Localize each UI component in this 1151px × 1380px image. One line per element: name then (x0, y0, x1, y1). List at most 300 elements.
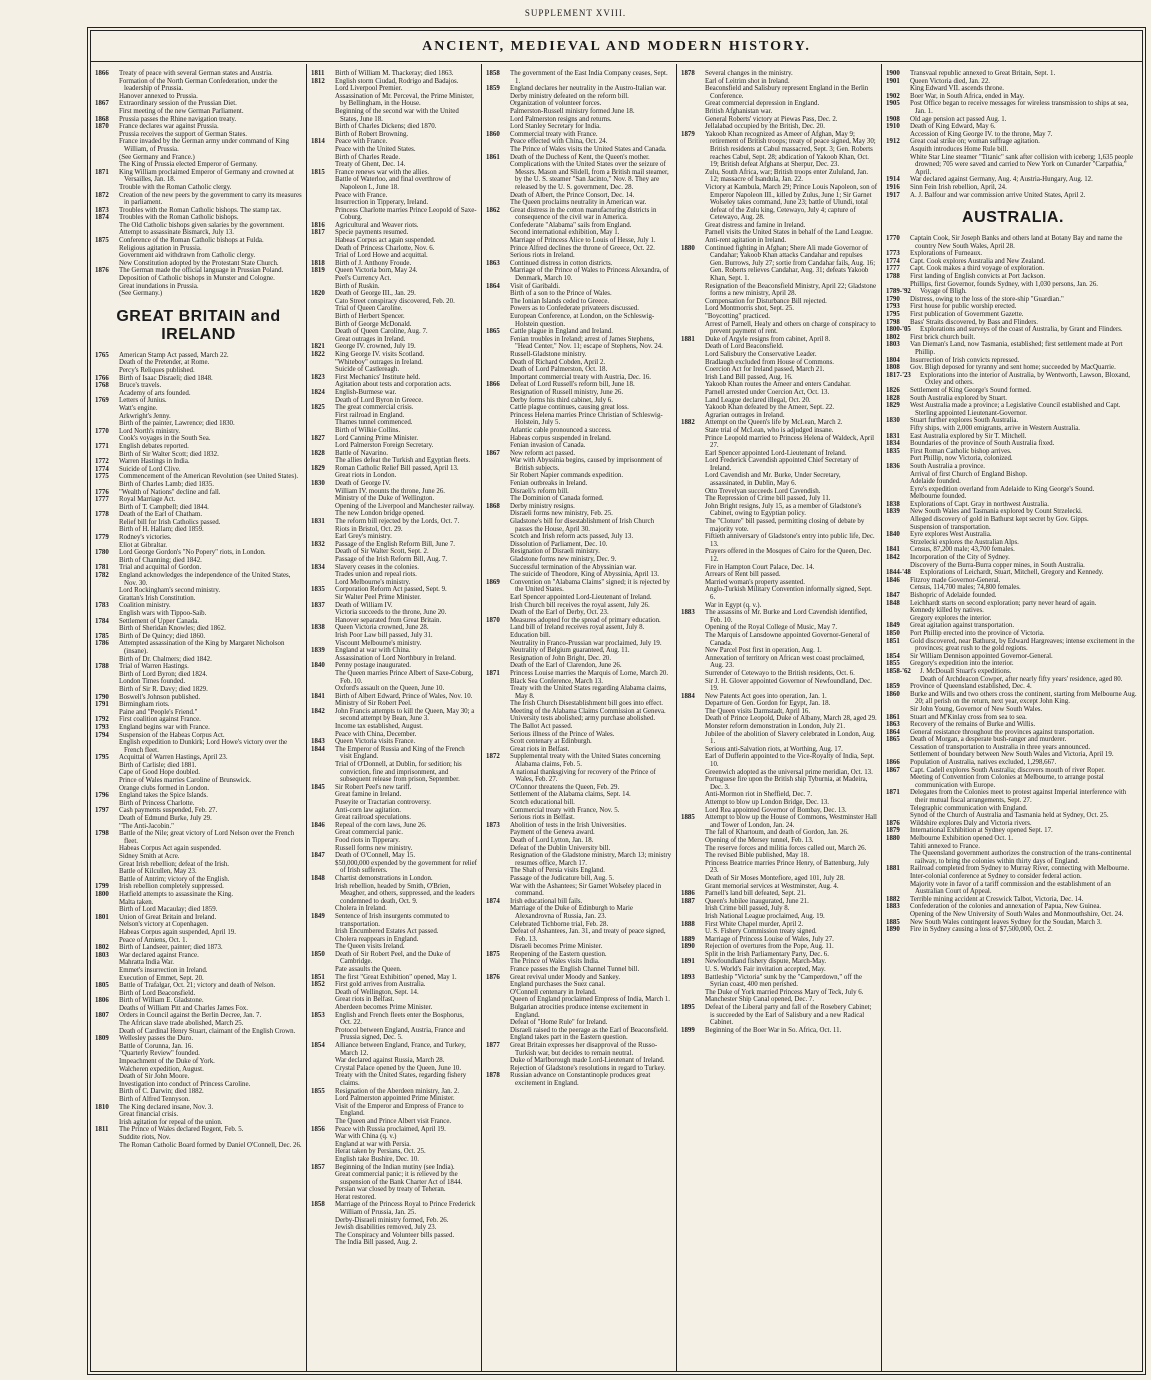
year-group (486, 381, 672, 449)
year-label: 1891 (681, 958, 695, 966)
entry-list (910, 683, 1140, 691)
history-entry: New South Wales and Tasmania explored by Count Strzelecki. (910, 508, 1083, 516)
entry-list (335, 78, 477, 139)
history-entry: Death of William IV. (335, 601, 393, 609)
year-label: 1864 (486, 282, 500, 290)
entry-list (119, 1012, 302, 1035)
entry-list (910, 387, 1140, 395)
year-label: 1873 (95, 206, 109, 214)
year-label: 1852 (311, 981, 325, 989)
entry-list (920, 569, 1140, 577)
year-group (311, 746, 477, 784)
year-label: 1841 (311, 692, 325, 700)
history-entry: Chartist demonstrations in London. (335, 874, 433, 882)
history-entry: Earl Spencer appointed Lord-Lieutenant of Ireland. (705, 449, 847, 457)
year-label: 1790 (886, 295, 900, 303)
year-label: 1827 (311, 434, 325, 442)
year-group (886, 835, 1140, 865)
history-entry: Corporation Reform Act passed, Sept. 9. (335, 586, 447, 594)
year-group (886, 372, 1140, 387)
entry-list (335, 693, 477, 708)
history-entry: Explorations of Capt. Gray in northwest Australia. (910, 500, 1049, 508)
history-entry: General resistance throughout the provinces against transportation. (910, 728, 1095, 736)
history-entry: Organization of volunteer forces. (510, 100, 602, 108)
year-group (886, 546, 1140, 554)
history-entry: Great inundations in Prussia. (119, 282, 199, 290)
history-entry: The Duke of York married Princess Mary of Teck, July 6. (705, 988, 864, 996)
history-entry: White Star Line steamer "Titanic" sank after collision with iceberg; 1,635 people drowned; 705 were saved and carried to New York on Cunarder "Carpathia," April. (910, 153, 1134, 176)
history-entry: Continued fighting in Afghan; Shere Ali made Governor of Candahar; Yakoob Khan attacks Candahar and repulses Gen. Burrows, July 27; sortie from Candahar fails, Aug. 16; Gen. Roberts relieves Candahar, Aug. 31; defeats Yakoob Khan, Sept. 1. (705, 244, 876, 283)
history-entry: Measures adopted for the spread of primary education. (510, 616, 661, 624)
year-label: 1853 (311, 1011, 325, 1019)
year-label: 1835 (311, 586, 325, 594)
entry-list (119, 883, 302, 891)
entry-list (910, 273, 1140, 288)
year-group (486, 898, 672, 951)
entry-list (335, 1201, 477, 1247)
history-entry: Death of the Pretender, at Rome. (119, 359, 210, 367)
entry-list (920, 288, 1140, 296)
entry-list (335, 222, 477, 230)
history-entry: Manchester Ship Canal opened, Dec. 7. (705, 996, 815, 1004)
history-entry: Coercion Act for Ireland passed, March 21. (705, 366, 825, 374)
entry-list (510, 898, 672, 951)
history-entry: Herat restored. (335, 1193, 376, 1201)
history-entry: $50,000,000 expended by the government for relief of Irish sufferers. (335, 859, 477, 875)
year-label: 1781 (95, 564, 109, 572)
history-entry: New Constitution adopted by the Protestant State Church. (119, 259, 279, 267)
entry-list (705, 921, 877, 936)
entry-list (705, 814, 877, 890)
history-entry: The Marquis of Lansdowne appointed Governor-General of Canada. (705, 631, 870, 647)
history-entry: Sinn Fein Irish rebellion, April, 24. (910, 183, 1007, 191)
history-entry: Derby-Disraeli ministry formed, Feb. 26. (335, 1216, 449, 1224)
history-entry: Emmet's insurrection in Ireland. (119, 966, 208, 974)
year-group (95, 267, 302, 297)
entry-list (335, 260, 477, 268)
entry-list (335, 480, 477, 518)
history-entry: Birth of J. Anthony Froude. (335, 259, 412, 267)
year-group (681, 814, 877, 890)
history-entry: Prince Alfred declines the throne of Greece, Oct. 22. (510, 244, 655, 252)
year-label: 1808 (886, 364, 900, 372)
history-entry: New reform act passed. (510, 449, 576, 457)
history-entry: The great commercial crisis. (335, 404, 414, 412)
entry-list (910, 759, 1140, 767)
history-entry: Cash payments suspended, Feb. 27. (119, 807, 218, 815)
history-entry: Hatfield attempts to assassinate the King. (119, 890, 234, 898)
year-label: 1874 (486, 897, 500, 905)
year-group (95, 792, 302, 807)
year-label: 1782 (95, 572, 109, 580)
history-entry: Several changes in the ministry. (705, 70, 793, 77)
history-entry: Death of Lord Lytton, Jan. 18. (510, 836, 594, 844)
year-group (681, 958, 877, 973)
year-group (95, 192, 302, 207)
history-entry: Irish rebellion completely suppressed. (119, 883, 224, 891)
history-entry: Cato Street conspiracy discovered, Feb. 20. (335, 297, 455, 305)
history-entry: Lord Rea appointed Governor of Bombay, Dec. 13. (705, 806, 847, 814)
history-entry: Death of Sir Robert Peel, and the Duke of Cambridge. (335, 950, 451, 966)
history-entry: Recovery of the remains of Burke and Willis. (910, 721, 1036, 729)
year-group (886, 448, 1140, 463)
history-entry: Reopening of the Eastern question. (510, 950, 607, 958)
entry-list (910, 926, 1140, 934)
history-entry: George IV. crowned, July 19. (335, 343, 416, 351)
history-entry: The assassins of Mr. Burke and Lord Cavendish identified, Feb. 10. (705, 609, 868, 624)
history-entry: Parnell's land bill defeated, Sept. 21. (705, 890, 806, 898)
entry-list (119, 914, 302, 944)
year-group (886, 100, 1140, 115)
history-entry: Visit of Garibaldi. (510, 282, 560, 290)
year-group (311, 647, 477, 662)
history-entry: Strzelecki explores the Australian Alps. (910, 538, 1019, 546)
year-group (886, 192, 1140, 200)
year-label: 1869 (486, 578, 500, 586)
entry-list (910, 531, 1140, 546)
history-entry: Rejection of overtures from the Pope, Aug. 11. (705, 943, 834, 951)
entry-list (920, 668, 1140, 683)
year-label: 1859 (886, 683, 900, 691)
year-group (95, 724, 302, 732)
history-entry: The Prince of Wales declared Regent, Feb. 5. (119, 1126, 244, 1134)
history-entry: Death of Prince Leopold, Duke of Albany, March 28, aged 29. (705, 715, 877, 723)
history-entry: Sidney Smith at Acre. (119, 853, 180, 860)
history-entry: Suicide of Castlereagh. (335, 366, 400, 374)
year-label: 1800 (95, 890, 109, 898)
history-entry: Birth of Ruskin. (335, 282, 380, 290)
year-group (95, 944, 302, 952)
year-group (311, 435, 477, 450)
history-entry: Neutrality of Belgium guaranteed, Aug. 11. (510, 647, 630, 655)
history-entry: The first "Great Exhibition" opened, May 1. (335, 973, 457, 981)
history-entry: Province of Queensland established, Dec. 4. (910, 683, 1032, 691)
year-label: 1811 (95, 1126, 109, 1134)
year-group (886, 138, 1140, 176)
history-entry: Trial of Warren Hastings. (119, 663, 189, 671)
entry-list (119, 1035, 302, 1103)
entry-list (335, 1012, 477, 1042)
year-group (886, 531, 1140, 546)
year-group (886, 387, 1140, 395)
history-entry: Settlement of boundary between New South Wales and Victoria, April 19. (910, 751, 1114, 759)
history-entry: Census, 87,200 male; 43,700 females. (910, 546, 1015, 554)
history-entry: First railroad in England. (335, 411, 405, 419)
history-entry: Yakoob Khan recognized as Ameer of Afghan, May 9; retirement of British troops; treaty of peace signed, May 30; British residents at Cabul massacred, Sept. 3; Gen. Roberts reaches Cabul, Sept. 28; abdication of Yakoob Khan, Oct. 19; British defeat Afghans at Sherpur, Dec. 23. (705, 130, 876, 169)
entry-list (335, 1042, 477, 1088)
history-entry: Trial and acquittal of Gordon. (119, 564, 202, 572)
year-label: 1854 (886, 652, 900, 660)
year-label: 1854 (311, 1042, 325, 1049)
history-entry: War with Abyssinia begins, caused by imprisonment of British subjects. (510, 457, 663, 472)
history-entry: Peace with Russia proclaimed, April 19. (335, 1125, 446, 1133)
year-group (95, 1035, 302, 1103)
history-entry: Birth of C. Darwin; died 1882. (119, 1088, 204, 1096)
history-entry: Bulgarian atrocities produce intense excitement in England. (510, 1004, 649, 1019)
history-entry: Orange clubs formed in London. (119, 784, 210, 792)
year-group (486, 753, 672, 821)
history-entry: Successful termination of the Abyssinian war. (510, 563, 637, 571)
year-group (311, 564, 477, 587)
history-entry: American Stamp Act passed, March 22. (119, 351, 229, 359)
history-entry: Newfoundland fishery dispute, March-May. (705, 958, 827, 966)
history-entry: Birth of Albert Edward, Prince of Wales, Nov. 10. (335, 692, 473, 700)
history-entry: Explorations into the interior of Australia, by Wentworth, Lawson, Bloxand, Oxley and others. (920, 371, 1131, 387)
history-entry: Agrarian outrages in Ireland. (705, 411, 785, 419)
year-group (311, 229, 477, 259)
history-entry: Prince Leopold married to Princess Helena of Waldeck, April 27. (705, 434, 875, 450)
history-entry: Russell-Gladstone ministry. (510, 350, 587, 358)
year-label: 1847 (311, 852, 325, 860)
year-label: 1870 (486, 616, 500, 624)
history-entry: Malta taken. (119, 898, 154, 906)
history-entry: New Patents Act goes into operation, Jan. 1. (705, 692, 827, 700)
history-entry: "Whiteboy" outrages in Ireland. (335, 358, 423, 366)
entry-list (705, 609, 877, 693)
history-entry: Death of Queen Caroline, Aug. 7. (335, 328, 428, 336)
history-entry: Land bill of Ireland receives royal assent, July 8. (510, 624, 645, 632)
history-entry: Victoria succeeds to the throne, June 20. (335, 609, 447, 617)
entry-list (910, 896, 1140, 904)
history-entry: Food riots in Tipperary. (335, 836, 401, 844)
history-entry: Kennedy killed by natives. (910, 607, 984, 615)
history-entry: Aberdeen becomes Prime Minister. (335, 1004, 433, 1012)
history-entry: English expedition to Dunkirk; Lord Howe's victory over the French fleet. (119, 739, 288, 754)
year-group (95, 443, 302, 458)
year-label: 1793 (886, 303, 900, 311)
history-entry: South Australia a province. (910, 462, 986, 470)
history-entry: Lord Rockingham's second ministry. (119, 587, 221, 595)
history-entry: Marriage of the Duke of Edinburgh to Marie Alexandrovna of Russia, Jan. 23. (510, 905, 633, 920)
history-entry: Van Dieman's Land, now Tasmania, established; first settlement made at Port Phillip. (910, 341, 1123, 356)
history-entry: Sir William Dennison appointed Governor-General. (910, 652, 1053, 660)
history-entry: Birth of a son to the Prince of Wales. (510, 290, 612, 298)
year-group (886, 577, 1140, 592)
entry-list (119, 237, 302, 267)
year-group (95, 716, 302, 724)
history-entry: Stuart and M'Kinlay cross from sea to sea. (910, 713, 1027, 721)
entry-list (510, 1042, 672, 1072)
history-entry: Birth of Isaac Disraeli; died 1848. (119, 374, 213, 382)
year-label: 1851 (311, 973, 325, 981)
history-entry: Otto Trevelyan succeeds Lord Cavendish. (705, 487, 821, 495)
year-label: 1850 (886, 629, 900, 637)
history-entry: The Ionian Islands ceded to Greece. (510, 297, 610, 305)
history-entry: Neutrality in Franco-Prussian war proclaimed, July 19. (510, 639, 662, 647)
entry-list (910, 319, 1140, 327)
history-entry: Alleged discovery of gold in Bathurst kept secret by Gov. Gipps. (910, 516, 1089, 524)
history-entry: Alliance between England, France, and Turkey, March 12. (335, 1042, 466, 1057)
entry-list (705, 336, 877, 420)
entry-list (910, 440, 1140, 448)
history-entry: Phillips, first Governor, founds Sydney, with 1,030 persons, Jan. 26. (910, 280, 1098, 288)
year-label: 1821 (311, 343, 325, 351)
entry-list (335, 624, 477, 647)
history-entry: Death of Sir John Moore. (119, 1073, 190, 1081)
year-label: 1806 (95, 997, 109, 1005)
entry-list (335, 351, 477, 374)
entry-list (910, 463, 1140, 501)
year-group (486, 154, 672, 207)
history-entry: Disraeli forms new ministry, Feb. 25. (510, 510, 613, 518)
year-group (886, 721, 1140, 729)
year-label: 1887 (681, 897, 695, 905)
entry-list (705, 974, 877, 1004)
year-group (95, 914, 302, 944)
entry-list (335, 267, 477, 290)
history-entry: England takes part in the Eastern question. (510, 1034, 628, 1042)
entry-list (119, 428, 302, 443)
year-label: 1794 (95, 731, 109, 739)
history-entry: The Ballot Act passed. (510, 723, 573, 731)
history-entry: British Afghanistan war. (705, 107, 773, 115)
year-label: 1803 (886, 341, 900, 349)
year-label: 1766 (95, 374, 109, 382)
entry-list (910, 93, 1140, 101)
year-group (311, 351, 477, 374)
entry-list (510, 260, 672, 283)
history-entry: Walcheren expedition, August. (119, 1065, 204, 1073)
history-entry: Visit of the Emperor and Empress of France to England. (335, 1102, 464, 1118)
year-group (311, 1126, 477, 1164)
year-group (311, 693, 477, 708)
history-entry: Second international exhibition, May 1. (510, 229, 620, 237)
year-group (486, 70, 672, 85)
entry-list (335, 913, 477, 951)
entry-list (705, 898, 877, 921)
history-entry: Serious anti-Salvation riots, at Worthing, Aug. 17. (705, 745, 843, 753)
entry-list (910, 660, 1140, 668)
history-entry: Lord Salisbury the Conservative Leader. (705, 350, 817, 358)
year-label: 1888 (681, 920, 695, 928)
year-group (311, 404, 477, 434)
entry-list (910, 138, 1140, 176)
history-entry: Queen of England proclaimed Empress of India, March 1. (510, 996, 670, 1004)
history-entry: New Parcel Post first in operation, Aug. 1. (705, 647, 822, 655)
history-entry: Lord Melbourne's ministry. (335, 578, 411, 586)
year-label: 1864 (886, 728, 900, 736)
year-group (95, 458, 302, 466)
history-entry: Attempted assassination of the King by Margaret Nicholson (insane). (119, 640, 285, 655)
entry-list (119, 716, 302, 724)
history-entry: Greenwich adopted as the universal prime meridian, Oct. 13. (705, 768, 873, 776)
history-entry: Lord Palmerston Foreign Secretary. (335, 442, 434, 450)
history-entry: Jellalabad occupied by the British, Dec. 20. (705, 123, 825, 131)
year-label: 1845 (311, 783, 325, 791)
entry-list (335, 738, 477, 746)
year-label: 1831 (886, 432, 900, 440)
year-label: 1809 (95, 1035, 109, 1043)
history-entry: Great revival under Moody and Sankey. (510, 973, 621, 981)
history-entry: Attempt on the Queen's life by McLean, March 2. (705, 419, 843, 427)
year-label: 1872 (95, 191, 109, 199)
column-4 (676, 64, 881, 1371)
year-label: 1882 (886, 895, 900, 903)
year-group (886, 638, 1140, 653)
history-entry: Explorations and surveys of the coast of Australia, by Grant and Flinders. (920, 326, 1123, 334)
history-entry: England purchases the Suez canal. (510, 981, 606, 989)
history-entry: Captain Cook, Sir Joseph Banks and others land at Botany Bay and name the country New South Wales, April 28. (910, 235, 1123, 250)
entry-list (910, 600, 1140, 623)
year-group (486, 579, 672, 617)
history-entry: Beaconsfield and Salisbury represent England in the Berlin Conference. (705, 85, 869, 100)
year-group (886, 176, 1140, 184)
history-entry: Commercial treaty with France, Nov. 5. (510, 806, 620, 814)
history-entry: Birth of Charles Dickens; died 1870. (335, 123, 437, 131)
entry-list (119, 952, 302, 982)
year-label: 1848 (311, 874, 325, 882)
year-label: 1880 (886, 835, 900, 842)
entry-list (910, 357, 1140, 365)
year-label: 1838 (311, 624, 325, 632)
year-label: 1843 (311, 738, 325, 746)
history-entry: (See Germany and France.) (119, 153, 195, 161)
history-entry: The Prince of Wales visits India. (510, 958, 600, 966)
year-label: 1824 (311, 388, 325, 396)
history-entry: Gregory explores the interior. (910, 614, 992, 622)
year-group (886, 630, 1140, 638)
history-entry: Battle of Trafalgar, Oct. 21; victory and death of Nelson. (119, 982, 276, 990)
year-label: 1847 (886, 592, 900, 599)
year-label: 1825 (311, 404, 325, 412)
year-label: 1878 (681, 70, 695, 77)
history-entry: Capt. Cook makes a third voyage of exploration. (910, 265, 1045, 273)
history-entry: Birth of Princess Charlotte. (119, 799, 195, 807)
history-entry: Arrest of Parnell, Healy and others on charge of conspiracy to prevent payment of rent. (705, 320, 876, 336)
year-label: 1866 (486, 381, 500, 389)
history-entry: Irish Land Bill passed, Aug. 16. (705, 373, 793, 381)
history-entry: Great Britain expresses her disapproval of the Russo-Turkish war, but decides to remain neutral. (510, 1042, 658, 1057)
history-entry: Lord Cavendish and Mr. Burke, Under Secretary, assassinated, in Dublin, May 6. (705, 472, 841, 488)
entry-list (910, 903, 1140, 918)
history-entry: Leichhardt starts on second exploration; party never heard of again. (910, 599, 1097, 607)
history-entry: Lord Frederick Cavendish appointed Chief Secretary of Ireland. (705, 457, 859, 472)
entry-list (910, 123, 1140, 138)
history-entry: Birth of Sir Walter Scott; died 1832. (119, 450, 219, 458)
entry-list (119, 70, 302, 100)
history-entry: Rejection of Gladstone's resolutions in regard to Turkey. (510, 1064, 666, 1072)
year-group (95, 997, 302, 1012)
history-entry: Treaty of Ghent, Dec. 14. (335, 161, 406, 169)
year-label: 1795 (886, 311, 900, 319)
history-entry: Oxford's assault on the Queen, June 10. (335, 685, 445, 693)
entry-list (335, 389, 477, 404)
history-entry: Trouble with the Roman Catholic clergy. (119, 183, 232, 191)
history-entry: The reserve forces and militia forces called out, March 26. (705, 844, 867, 852)
history-entry: Suddite riots, Nov. (119, 1133, 171, 1141)
year-group (95, 883, 302, 891)
history-entry: Battle of Waterloo, and final overthrow of Napoleon I., June 18. (335, 176, 451, 191)
history-entry: State trial of McLean, who is adjudged insane. (705, 426, 834, 434)
history-entry: Great distress in the cotton manufacturing districts in consequence of the civil war in America. (510, 206, 657, 222)
year-group (681, 921, 877, 936)
history-entry: International Exhibition at Sydney opened Sept. 17. (910, 827, 1053, 835)
entry-list (910, 341, 1140, 356)
history-entry: England at war with China. (335, 647, 411, 655)
history-entry: France invaded by the German army under command of King William, of Prussia. (119, 138, 290, 153)
history-entry: Great famine in Ireland. (335, 791, 402, 799)
history-entry: English wars with Tippoo-Saib. (119, 610, 207, 617)
year-group (486, 822, 672, 898)
year-group (311, 875, 477, 913)
year-label: 1840 (311, 662, 325, 670)
history-entry: Deaths of William Pitt and Charles James Fox. (119, 1004, 248, 1012)
history-entry: Incorporation of the City of Sydney. (910, 554, 1010, 562)
history-entry: Irish rebellion, headed by Smith, O'Brien, Meagher, and others, suppressed, and the leaders condemned to death, Oct. 9. (335, 882, 475, 905)
entry-list (335, 1088, 477, 1126)
history-entry: Population of Australia, natives excluded, 1,298,667. (910, 759, 1057, 767)
history-entry: Resignation of Russell ministry, June 26. (510, 388, 624, 396)
